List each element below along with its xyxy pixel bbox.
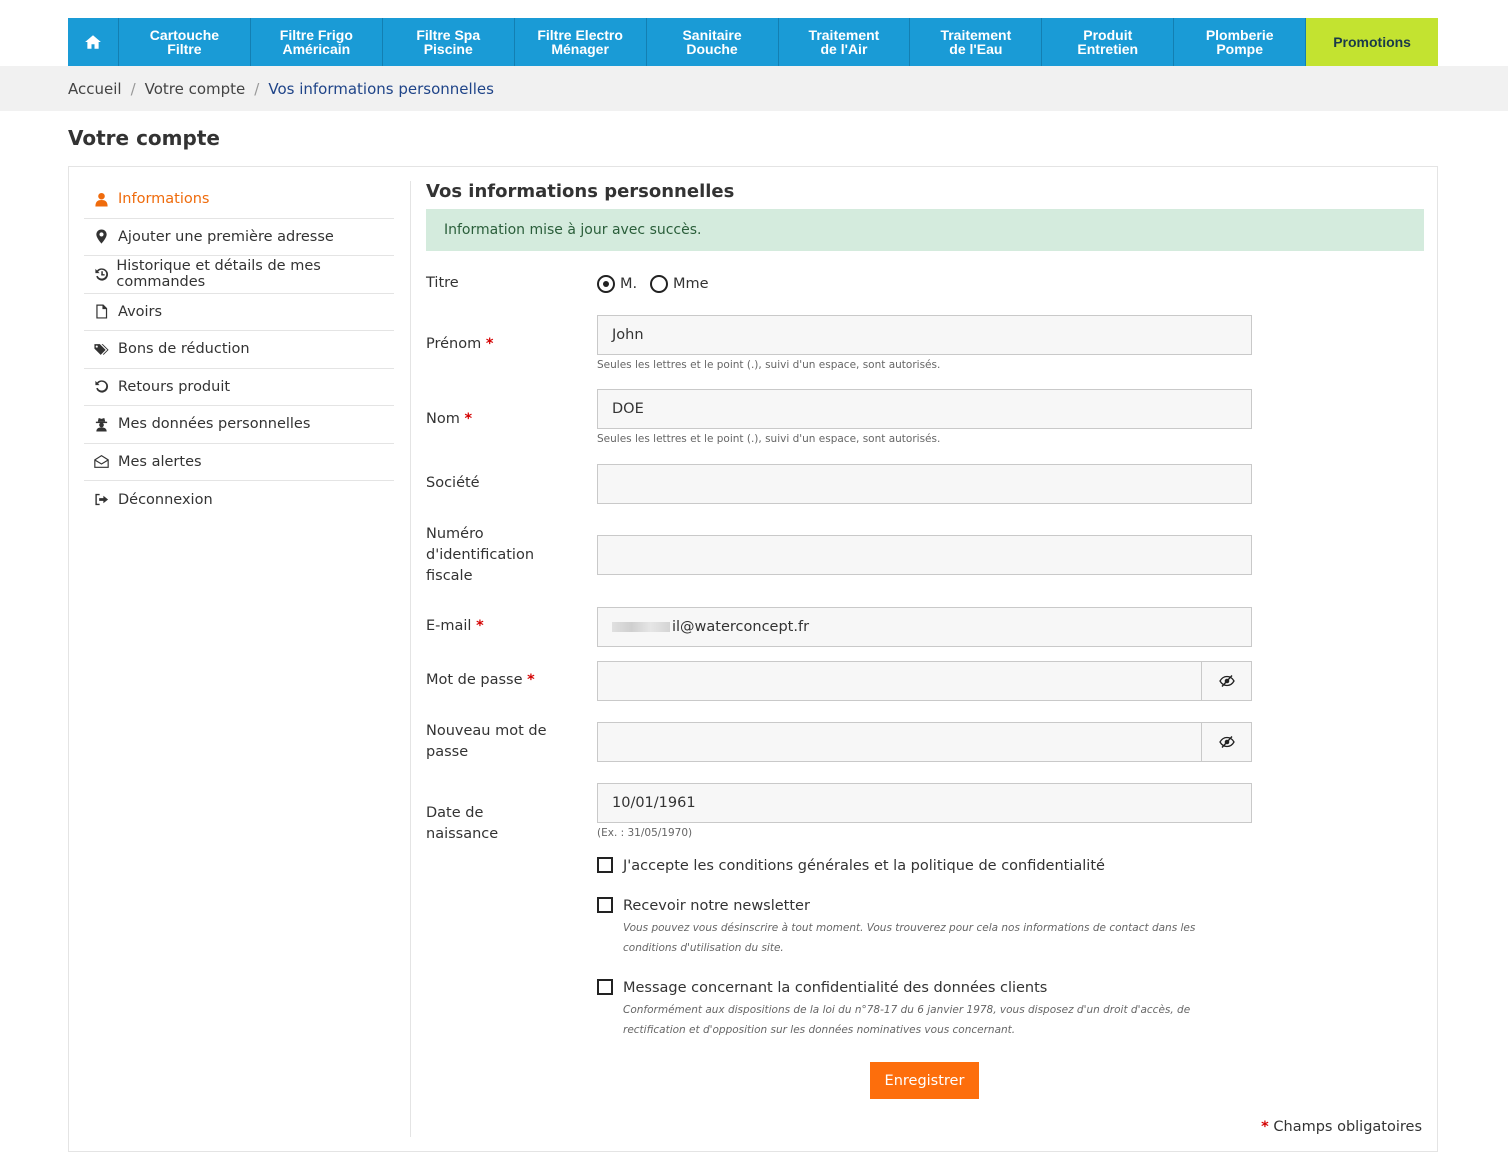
- sidebar-item-credit-slips[interactable]: [84, 294, 394, 332]
- tva-label: Numéro d'identification fiscale: [426, 526, 535, 584]
- success-alert: Information mise à jour avec succès.: [426, 209, 1424, 251]
- required-mark: *: [1261, 1119, 1269, 1135]
- nav-plomberie-pompe[interactable]: Plomberie Pompe: [1174, 18, 1306, 66]
- sidebar-item-label: Mes alertes: [118, 453, 202, 470]
- envelope-open-icon: [94, 454, 118, 469]
- breadcrumb: [68, 80, 494, 98]
- sidebar-item-label: Historique et détails de mes commandes: [116, 258, 321, 291]
- history-icon: [94, 267, 116, 282]
- societe-label: Société: [426, 475, 480, 491]
- birthday-hint: (Ex. : 31/05/1970): [597, 827, 693, 839]
- radio-mme-label: Mme: [673, 276, 709, 292]
- newsletter-label[interactable]: Recevoir notre newsletter: [623, 898, 810, 914]
- main-navigation: [68, 18, 1438, 66]
- sidebar-item-vouchers[interactable]: [84, 331, 394, 369]
- radio-m-label: M.: [620, 276, 638, 292]
- sidebar-item-label: Bons de réduction: [118, 341, 250, 358]
- nav-traitement-air[interactable]: Traitement de l'Air: [779, 18, 911, 66]
- privacy-label[interactable]: Message concernant la confidentialité des données clients: [623, 980, 1048, 996]
- sidebar-item-label: Ajouter une première adresse: [118, 228, 334, 245]
- mandatory-note: * Champs obligatoires: [1261, 1119, 1422, 1135]
- sidebar-item-label: Retours produit: [118, 378, 231, 395]
- required-mark: *: [464, 411, 473, 427]
- nav-traitement-eau[interactable]: Traitement de l'Eau: [910, 18, 1042, 66]
- birthday-input[interactable]: 10/01/1961: [597, 783, 1252, 823]
- file-icon: [94, 304, 118, 319]
- redacted-text: [612, 622, 670, 632]
- user-secret-icon: [94, 417, 118, 432]
- sidebar-item-label: Avoirs: [118, 303, 163, 320]
- terms-checkbox[interactable]: [597, 857, 613, 873]
- sidebar-item-label: Informations: [118, 191, 210, 208]
- terms-label[interactable]: J'accepte les conditions générales et la politique de confidentialité: [623, 858, 1105, 874]
- breadcrumb-current: Vos informations personnelles: [268, 80, 494, 98]
- email-input[interactable]: il@waterconcept.fr: [597, 607, 1252, 647]
- page-title: Votre compte: [68, 126, 220, 150]
- titre-label: Titre: [426, 275, 459, 291]
- radio-circle-checked[interactable]: [597, 275, 615, 293]
- newsletter-note: Vous pouvez vous désinscrire à tout moment. Vous trouverez pour cela nos informations de contact dans les conditions d'utilisation du site.: [623, 922, 1196, 954]
- password-label: Mot de passe *: [426, 672, 535, 688]
- sidebar-item-personal-data[interactable]: [84, 406, 394, 444]
- tva-input[interactable]: [597, 535, 1252, 575]
- nom-hint: Seules les lettres et le point (.), suivi d'un espace, sont autorisés.: [597, 433, 941, 445]
- radio-mme[interactable]: [650, 275, 709, 293]
- sidebar-item-returns[interactable]: [84, 369, 394, 407]
- panel-divider: [410, 181, 411, 1137]
- breadcrumb-home-link[interactable]: Accueil: [68, 80, 122, 98]
- breadcrumb-account-link[interactable]: Votre compte: [144, 80, 246, 98]
- password-input[interactable]: [597, 661, 1202, 701]
- required-mark: *: [476, 618, 484, 634]
- nav-promotions[interactable]: Promotions: [1306, 18, 1438, 66]
- sidebar-item-label: Déconnexion: [118, 491, 213, 508]
- nav-filtre-electro-menager[interactable]: Filtre Electro Ménager: [515, 18, 647, 66]
- prenom-input[interactable]: John: [597, 315, 1252, 355]
- save-button[interactable]: Enregistrer: [870, 1062, 979, 1099]
- prenom-label: Prénom *: [426, 336, 494, 352]
- societe-input[interactable]: [597, 464, 1252, 504]
- nav-home[interactable]: [68, 18, 119, 66]
- nav-produit-entretien[interactable]: Produit Entretien: [1042, 18, 1174, 66]
- breadcrumb-separator: /: [130, 80, 136, 98]
- new-password-input[interactable]: [597, 722, 1202, 762]
- prenom-hint: Seules les lettres et le point (.), suivi d'un espace, sont autorisés.: [597, 359, 941, 371]
- nav-filtre-frigo-americain[interactable]: Filtre Frigo Américain: [251, 18, 383, 66]
- show-password-button[interactable]: [1201, 661, 1252, 701]
- birthday-label: Date de naissance: [426, 805, 499, 842]
- newsletter-checkbox[interactable]: [597, 897, 613, 913]
- nav-cartouche-filtre[interactable]: Cartouche Filtre: [119, 18, 251, 66]
- section-title: Vos informations personnelles: [426, 181, 735, 202]
- new-password-label: Nouveau mot de passe: [426, 723, 547, 760]
- account-panel: [68, 166, 1438, 1152]
- nav-filtre-spa-piscine[interactable]: Filtre Spa Piscine: [383, 18, 515, 66]
- nom-input[interactable]: DOE: [597, 389, 1252, 429]
- eye-slash-icon: [1219, 734, 1235, 750]
- breadcrumb-separator: /: [254, 80, 260, 98]
- privacy-note: Conformément aux dispositions de la loi du n°78-17 du 6 janvier 1978, vous disposez d'un droit d'accès, de rectification et d'opposition sur les données nominatives vous concernant.: [623, 1004, 1191, 1036]
- account-sidebar: [84, 181, 394, 519]
- user-icon: [94, 192, 118, 207]
- email-label: E-mail *: [426, 618, 484, 634]
- sidebar-item-order-history[interactable]: [84, 256, 394, 294]
- tags-icon: [94, 342, 118, 357]
- show-new-password-button[interactable]: [1201, 722, 1252, 762]
- sidebar-item-add-address[interactable]: [84, 219, 394, 257]
- map-marker-icon: [94, 229, 118, 244]
- radio-circle[interactable]: [650, 275, 668, 293]
- radio-m[interactable]: [597, 275, 637, 293]
- sign-out-icon: [94, 492, 118, 507]
- sidebar-item-label: Mes données personnelles: [118, 416, 311, 433]
- required-mark: *: [527, 672, 535, 688]
- home-icon: [84, 33, 102, 51]
- undo-icon: [94, 379, 118, 394]
- sidebar-item-informations[interactable]: [84, 181, 394, 219]
- nav-sanitaire-douche[interactable]: Sanitaire Douche: [647, 18, 779, 66]
- nom-label: Nom *: [426, 411, 473, 427]
- sidebar-item-logout[interactable]: [84, 481, 394, 519]
- required-mark: *: [485, 336, 494, 352]
- eye-slash-icon: [1219, 673, 1235, 689]
- sidebar-item-alerts[interactable]: [84, 444, 394, 482]
- privacy-checkbox[interactable]: [597, 979, 613, 995]
